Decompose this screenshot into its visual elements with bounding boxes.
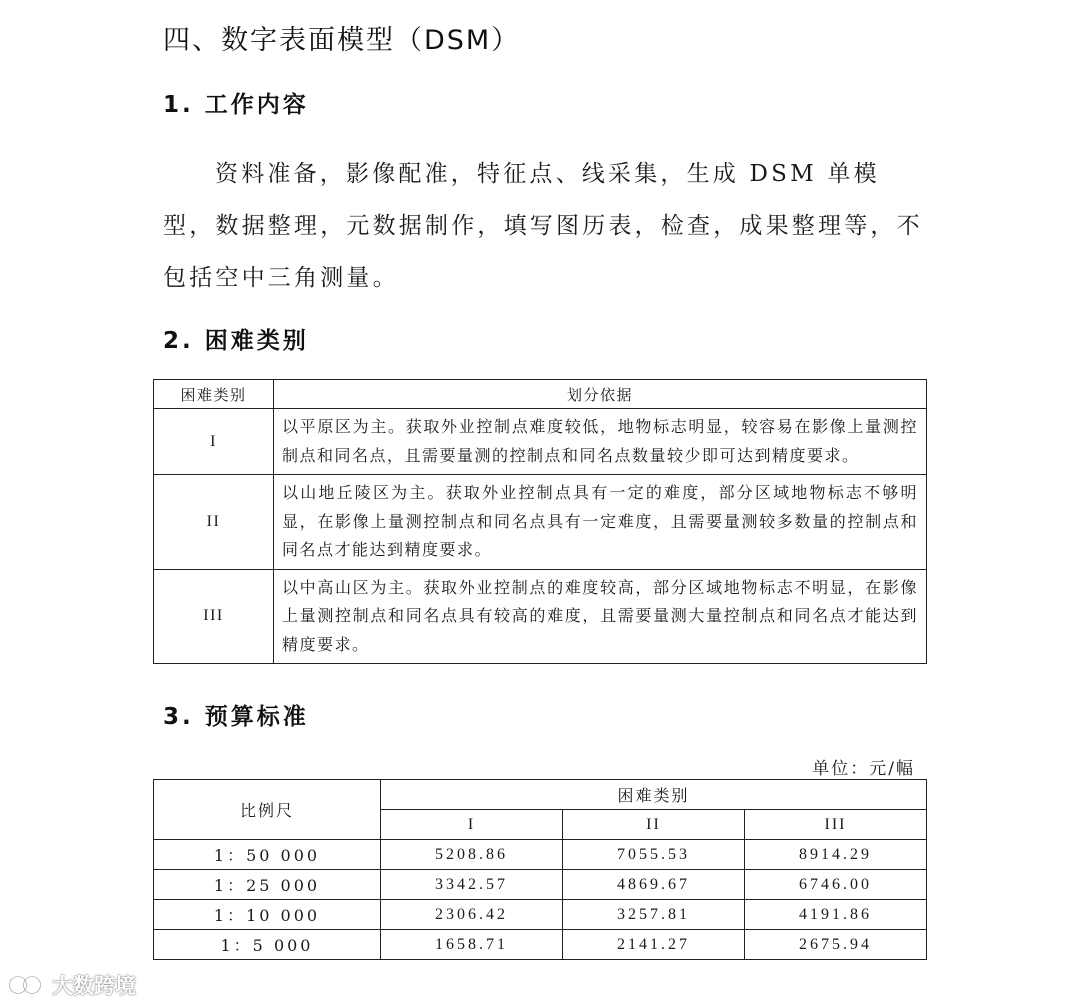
value-cell: 1658.71	[381, 930, 563, 960]
section-2-title: 2. 困难类别	[163, 328, 309, 354]
value-cell: 4191.86	[745, 900, 927, 930]
page-title: 四、数字表面模型（DSM）	[163, 25, 521, 56]
subheader-III: III	[745, 810, 927, 840]
table-row	[154, 409, 927, 475]
value-cell: 2675.94	[745, 930, 927, 960]
category-cell: I	[154, 409, 274, 475]
scale-cell: 1：50 000	[154, 840, 381, 870]
table-row	[154, 930, 927, 960]
value-cell: 7055.53	[563, 840, 745, 870]
watermark-text: 大数跨境	[52, 974, 136, 998]
basis-cell: 以中高山区为主。获取外业控制点的难度较高，部分区域地物标志不明显，在影像上量测控制点和同名点具有较高的难度，且需要量测大量控制点和同名点才能达到精度要求。	[274, 569, 927, 664]
section-1-paragraph: 资料准备，影像配准，特征点、线采集，生成 DSM 单模型，数据整理，元数据制作，填写图历表，检查，成果整理等，不包括空中三角测量。	[163, 161, 923, 291]
value-cell: 4869.67	[563, 870, 745, 900]
basis-cell: 以平原区为主。获取外业控制点难度较低，地物标志明显，较容易在影像上量测控制点和同名点，且需要量测的控制点和同名点数量较少即可达到精度要求。	[274, 409, 927, 475]
value-cell: 3342.57	[381, 870, 563, 900]
value-cell: 5208.86	[381, 840, 563, 870]
table-row	[154, 900, 927, 930]
header-basis: 划分依据	[274, 380, 927, 409]
table-row	[154, 475, 927, 570]
value-cell: 6746.00	[745, 870, 927, 900]
table-row	[154, 870, 927, 900]
budget-table	[153, 779, 927, 960]
basis-cell: 以山地丘陵区为主。获取外业控制点具有一定的难度，部分区域地物标志不够明显，在影像上量测控制点和同名点具有一定难度，且需要量测较多数量的控制点和同名点才能达到精度要求。	[274, 475, 927, 570]
table-row	[154, 840, 927, 870]
table-header-row	[154, 380, 927, 409]
value-cell: 2306.42	[381, 900, 563, 930]
scale-cell: 1：25 000	[154, 870, 381, 900]
header-category: 困难类别	[154, 380, 274, 409]
scale-cell: 1：10 000	[154, 900, 381, 930]
subheader-II: II	[563, 810, 745, 840]
unit-label: 单位：元/幅	[812, 759, 915, 779]
table-row	[154, 569, 927, 664]
value-cell: 8914.29	[745, 840, 927, 870]
value-cell: 3257.81	[563, 900, 745, 930]
category-cell: III	[154, 569, 274, 664]
scale-cell: 1：5 000	[154, 930, 381, 960]
brand-logo-icon	[8, 973, 48, 997]
header-difficulty-group: 困难类别	[381, 780, 927, 810]
difficulty-table	[153, 379, 927, 664]
subheader-I: I	[381, 810, 563, 840]
section-3-title: 3. 预算标准	[163, 704, 309, 730]
header-scale: 比例尺	[154, 780, 381, 840]
value-cell: 2141.27	[563, 930, 745, 960]
category-cell: II	[154, 475, 274, 570]
section-1-title: 1. 工作内容	[163, 92, 309, 118]
table-header-row	[154, 780, 927, 810]
watermark	[8, 970, 136, 1000]
